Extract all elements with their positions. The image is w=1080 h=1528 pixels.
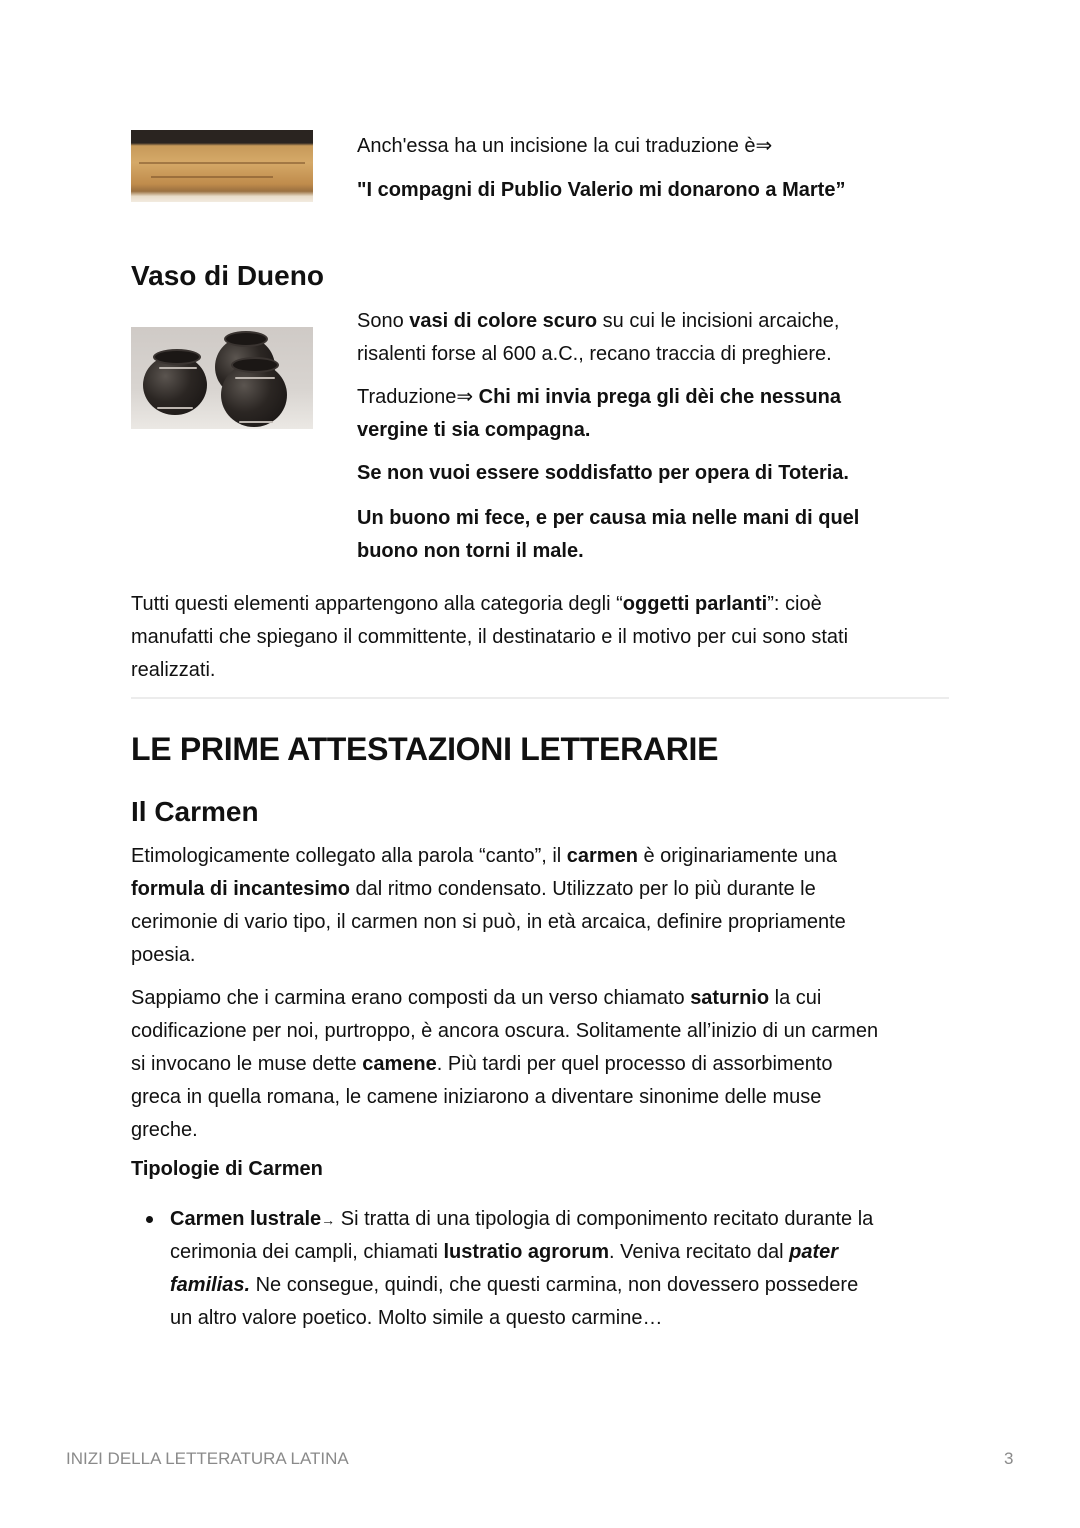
stone-translation: "I compagni di Publio Valerio mi donarono a Marte” <box>357 179 846 201</box>
dueno-translation-line2: vergine ti sia compagna. <box>357 419 591 441</box>
dueno-translation-line1: Traduzione⇒ Chi mi invia prega gli dèi che nessuna <box>357 386 841 408</box>
list-item-line3: familias. Ne consegue, quindi, che questi carmina, non dovessero possedere <box>170 1274 859 1296</box>
dueno-heading: Vaso di Dueno <box>131 260 324 291</box>
carmen-p1-line4: poesia. <box>131 944 196 966</box>
list-bullet-icon <box>146 1216 153 1223</box>
stone-inscription-image <box>131 130 313 202</box>
arrow-right-icon: → <box>321 1212 336 1228</box>
dueno-description-line2: risalenti forse al 600 a.C., recano traccia di preghiere. <box>357 343 832 365</box>
dueno-vase-image <box>131 327 313 429</box>
carmen-p2-line5: greche. <box>131 1119 198 1141</box>
carmen-p1-line1: Etimologicamente collegato alla parola “canto”, il carmen è originariamente una <box>131 845 837 867</box>
list-item-line2: cerimonia dei campli, chiamati lustratio agrorum. Veniva recitato dal pater <box>170 1241 839 1263</box>
dueno-translation-buono-line1: Un buono mi fece, e per causa mia nelle mani di quel <box>357 507 860 529</box>
tipologie-subheading: Tipologie di Carmen <box>131 1158 323 1180</box>
footer-page-number: 3 <box>1004 1449 1014 1468</box>
carmen-p1-line2: formula di incantesimo dal ritmo condensato. Utilizzato per lo più durante le <box>131 878 816 900</box>
dueno-description-line1: Sono vasi di colore scuro su cui le incisioni arcaiche, <box>357 310 840 332</box>
oggetti-parlanti-line1: Tutti questi elementi appartengono alla categoria degli “oggetti parlanti”: cioè <box>131 593 822 615</box>
carmen-p2-line2: codificazione per noi, purtroppo, è ancora oscura. Solitamente all’inizio di un carmen <box>131 1020 879 1042</box>
stone-intro-text: Anch'essa ha un incisione la cui traduzione è⇒ <box>357 135 773 157</box>
section-divider <box>131 697 949 699</box>
list-item-line1: Carmen lustrale→ Si tratta di una tipologia di componimento recitato durante la <box>170 1208 874 1230</box>
carmen-p2-line1: Sappiamo che i carmina erano composti da un verso chiamato saturnio la cui <box>131 987 822 1009</box>
oggetti-parlanti-line3: realizzati. <box>131 659 216 681</box>
carmen-p2-line3: si invocano le muse dette camene. Più tardi per quel processo di assorbimento <box>131 1053 833 1075</box>
dueno-translation-buono-line2: buono non torni il male. <box>357 540 584 562</box>
oggetti-parlanti-line2: manufatti che spiegano il committente, il destinatario e il motivo per cui sono stati <box>131 626 849 648</box>
footer-document-title: INIZI DELLA LETTERATURA LATINA <box>66 1449 349 1468</box>
dueno-translation-toteria: Se non vuoi essere soddisfatto per opera di Toteria. <box>357 462 849 484</box>
carmen-p2-line4: greca in quella romana, le camene iniziarono a diventare sinonime delle muse <box>131 1086 822 1108</box>
carmen-p1-line3: cerimonie di vario tipo, il carmen non si può, in età arcaica, definire propriamente <box>131 911 846 933</box>
carmen-heading: Il Carmen <box>131 796 259 827</box>
list-item-line4: un altro valore poetico. Molto simile a questo carmine… <box>170 1307 663 1329</box>
main-heading: LE PRIME ATTESTAZIONI LETTERARIE <box>131 731 719 767</box>
